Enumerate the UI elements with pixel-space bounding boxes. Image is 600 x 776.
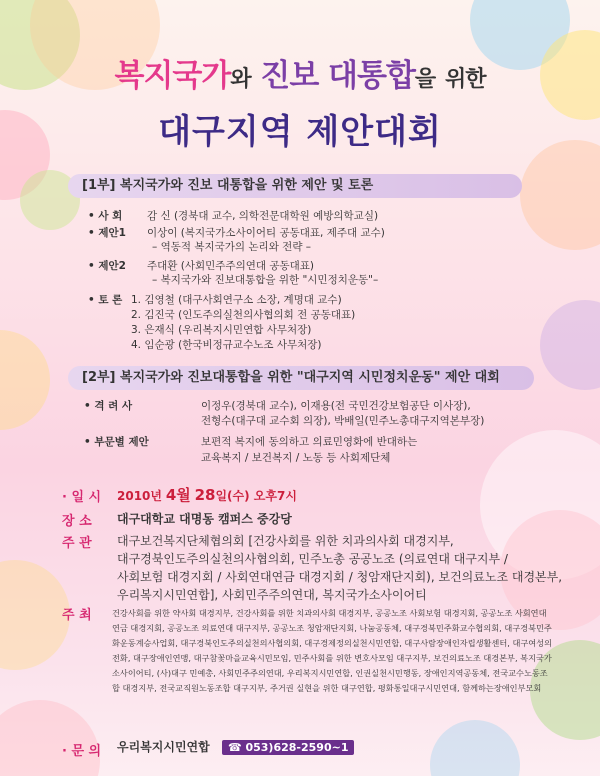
host-line: 사회보험 대경지회 / 사회연대연금 대경지회 / 청암재단지회), 보건의료노조 대경본부, bbox=[117, 570, 563, 584]
title-line2: 대구지역 제안대회 bbox=[158, 112, 442, 152]
title-part: 위한 bbox=[444, 67, 486, 92]
decor-bubble bbox=[430, 720, 520, 776]
date-value bbox=[117, 484, 297, 505]
program-row-text: 3. 은재식 (우리복지시민연합 사무처장) bbox=[131, 324, 312, 336]
decor-bubble bbox=[0, 700, 100, 776]
host-label: 주 관 bbox=[62, 536, 92, 551]
program-row-text: 교육복지 / 보건복지 / 노동 등 사회제단체 bbox=[201, 452, 391, 464]
contact-label: · 문 의 bbox=[62, 744, 102, 759]
date-label: · 일 시 bbox=[62, 490, 102, 505]
program-row-label: • 토 론 bbox=[88, 294, 123, 306]
program-row-text: – 역동적 복지국가의 논리와 전략 – bbox=[152, 241, 312, 253]
program-row-label: • 사 회 bbox=[88, 210, 123, 222]
program-row-text: 감 신 (경북대 교수, 의학전문대학원 예방의학교실) bbox=[147, 210, 379, 222]
decor-bubble bbox=[540, 300, 600, 390]
date-month: 4월 bbox=[165, 486, 191, 504]
contact-org: 우리복지시민연합 bbox=[117, 740, 210, 754]
host-line: 대구보건복지단체협의회 [건강사회를 위한 치과의사회 대경지부, bbox=[117, 534, 454, 548]
decor-bubble bbox=[520, 140, 600, 250]
contact-value bbox=[117, 738, 354, 755]
date-rest: 일(수) 오후7시 bbox=[215, 489, 297, 503]
program-row-label: • 부문별 제안 bbox=[84, 436, 149, 448]
date-year: 2010년 bbox=[117, 489, 162, 503]
program-row-text: 1. 김영철 (대구사회연구소 소장, 계명대 교수) bbox=[131, 294, 342, 306]
part1-heading: [1부] 복지국가와 진보 대통합을 위한 제안 및 토론 bbox=[68, 174, 522, 198]
date-day: 28 bbox=[194, 486, 216, 504]
program-row-text: 4. 임순광 (한국비정규교수노조 사무처장) bbox=[131, 339, 322, 351]
program-row-text: 전형수(대구대 교수회 의장), 박배일(민주노총대구지역본부장) bbox=[201, 415, 485, 427]
title-part: 을 bbox=[414, 67, 436, 92]
place-value: 대구대학교 대명동 캠퍼스 중강당 bbox=[117, 512, 292, 526]
program-row-label: • 제안1 bbox=[88, 227, 126, 239]
program-row-text: 보편적 복지에 동의하고 의료민영화에 반대하는 bbox=[201, 436, 418, 448]
sponsor-text: 건강사회를 위한 약사회 대경지부, 건강사회를 위한 치과의사회 대경지부, 공공노조 사회보험 대경지회, 공공노조 사회연대연금 대경지회, 공공노조 의료연대 대구지부, 공공노조 청암재단지회, 나눔공동체, 대구경북민주화교수협의회, 대구경북민주화운동계승사업회, 대구경북인도주의실천의사협의회, 대구경제정의실천시민연합, 대구사람장애인자립생활센터, 대구여성의전화, 대구장애인연맹, 대구참꽃마을교육시민모임, 민주사회를 위한 변호사모임 대구지부, 보건의료노조 대경본부, 복지국가소사이어티, (사)대구 민예총, 사회민주주의연대, 우리복지시민연합, 인권실천시민행동, 장애인지역공동체, 전국교수노동조합 대경지부, 전국교직원노동조합 대구지부, 주거권 실현을 위한 대구연합, 평화통일대구시민연대, 함께하는장애인부모회 bbox=[112, 608, 553, 693]
host-line: 대구경북인도주의실천의사협의회, 민주노총 공공노조 (의료연대 대구지부 / bbox=[117, 552, 508, 566]
program-row-text: 주대환 (사회민주주의연대 공동대표) bbox=[147, 260, 315, 272]
title-part: 와 bbox=[230, 67, 251, 92]
phone-badge: ☎ 053)628-2590~1 bbox=[222, 740, 355, 755]
decor-bubble bbox=[0, 330, 50, 430]
program-row-label: • 제안2 bbox=[88, 260, 126, 272]
program-row-text: 2. 김진국 (인도주의실천의사협의회 전 공동대표) bbox=[131, 309, 356, 321]
program-row-text: 이정우(경북대 교수), 이재용(전 국민건강보험공단 이사장), bbox=[201, 400, 471, 412]
program-row-text: 이상이 (복지국가소사이어티 공동대표, 제주대 교수) bbox=[147, 227, 385, 239]
title-part: 복지국가 bbox=[114, 58, 231, 94]
program-row-text: – 복지국가와 진보대통합을 위한 "시민정치운동"– bbox=[152, 274, 379, 286]
sponsor-label: 주 최 bbox=[62, 608, 92, 623]
decor-bubble bbox=[0, 560, 70, 670]
part2-heading: [2부] 복지국가와 진보대통합을 위한 "대구지역 시민정치운동" 제안 대회 bbox=[68, 366, 534, 390]
place-label: 장 소 bbox=[62, 514, 92, 529]
program-row-label: • 격 려 사 bbox=[84, 400, 133, 412]
host-line: 우리복지시민연합], 사회민주주의연대, 복지국가소사이어티 bbox=[117, 588, 427, 602]
title-line1 bbox=[0, 50, 600, 95]
title-part: 진보 대통합 bbox=[260, 58, 415, 94]
